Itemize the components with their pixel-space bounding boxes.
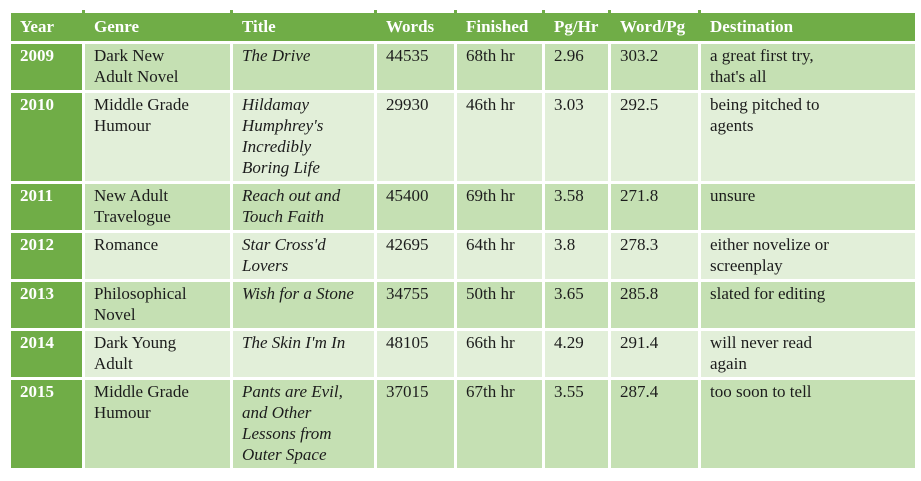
cell-pg_hr: 3.8 [544,232,610,281]
cell-year: 2014 [10,330,84,379]
cell-destination: too soon to tell [700,379,917,470]
writing-log-table [8,10,918,471]
cell-year: 2013 [10,281,84,330]
cell-finished: 50th hr [456,281,544,330]
cell-destination: slated for editing [700,281,917,330]
cell-destination: either novelize or screenplay [700,232,917,281]
cell-year: 2011 [10,183,84,232]
cell-finished: 66th hr [456,330,544,379]
table-header-row [10,12,917,43]
cell-finished: 69th hr [456,183,544,232]
column-header-words: Words [376,12,456,43]
cell-destination: being pitched to agents [700,92,917,183]
cell-genre: Middle Grade Humour [84,379,232,470]
column-header-title: Title [232,12,376,43]
column-header-genre: Genre [84,12,232,43]
cell-finished: 68th hr [456,43,544,92]
cell-title: Reach out and Touch Faith [232,183,376,232]
cell-title: The Drive [232,43,376,92]
column-header-finished: Finished [456,12,544,43]
cell-finished: 64th hr [456,232,544,281]
cell-words: 29930 [376,92,456,183]
cell-genre: New Adult Travelogue [84,183,232,232]
cell-word_pg: 271.8 [610,183,700,232]
cell-destination: will never read again [700,330,917,379]
cell-genre: Dark New Adult Novel [84,43,232,92]
cell-pg_hr: 3.58 [544,183,610,232]
cell-word_pg: 303.2 [610,43,700,92]
cell-genre: Middle Grade Humour [84,92,232,183]
column-header-year: Year [10,12,84,43]
cell-genre: Dark Young Adult [84,330,232,379]
cell-year: 2010 [10,92,84,183]
cell-words: 48105 [376,330,456,379]
cell-pg_hr: 4.29 [544,330,610,379]
cell-destination: unsure [700,183,917,232]
cell-word_pg: 278.3 [610,232,700,281]
table-row [10,43,917,92]
cell-words: 44535 [376,43,456,92]
column-header-destination: Destination [700,12,917,43]
cell-genre: Romance [84,232,232,281]
cell-year: 2015 [10,379,84,470]
cell-title: Wish for a Stone [232,281,376,330]
table-row [10,379,917,470]
cell-title: Star Cross'd Lovers [232,232,376,281]
table-row [10,183,917,232]
cell-word_pg: 287.4 [610,379,700,470]
cell-genre: Philosophical Novel [84,281,232,330]
cell-finished: 46th hr [456,92,544,183]
cell-words: 34755 [376,281,456,330]
cell-words: 37015 [376,379,456,470]
cell-word_pg: 292.5 [610,92,700,183]
cell-title: Hildamay Humphrey's Incredibly Boring Life [232,92,376,183]
cell-pg_hr: 3.55 [544,379,610,470]
cell-year: 2012 [10,232,84,281]
cell-year: 2009 [10,43,84,92]
cell-title: Pants are Evil, and Other Lessons from Outer Space [232,379,376,470]
cell-finished: 67th hr [456,379,544,470]
cell-words: 45400 [376,183,456,232]
cell-word_pg: 291.4 [610,330,700,379]
table-row [10,232,917,281]
table-row [10,330,917,379]
cell-words: 42695 [376,232,456,281]
cell-pg_hr: 2.96 [544,43,610,92]
cell-title: The Skin I'm In [232,330,376,379]
cell-word_pg: 285.8 [610,281,700,330]
table-row [10,92,917,183]
column-header-word_pg: Word/Pg [610,12,700,43]
cell-pg_hr: 3.03 [544,92,610,183]
table-row [10,281,917,330]
column-header-pg_hr: Pg/Hr [544,12,610,43]
cell-pg_hr: 3.65 [544,281,610,330]
cell-destination: a great first try, that's all [700,43,917,92]
